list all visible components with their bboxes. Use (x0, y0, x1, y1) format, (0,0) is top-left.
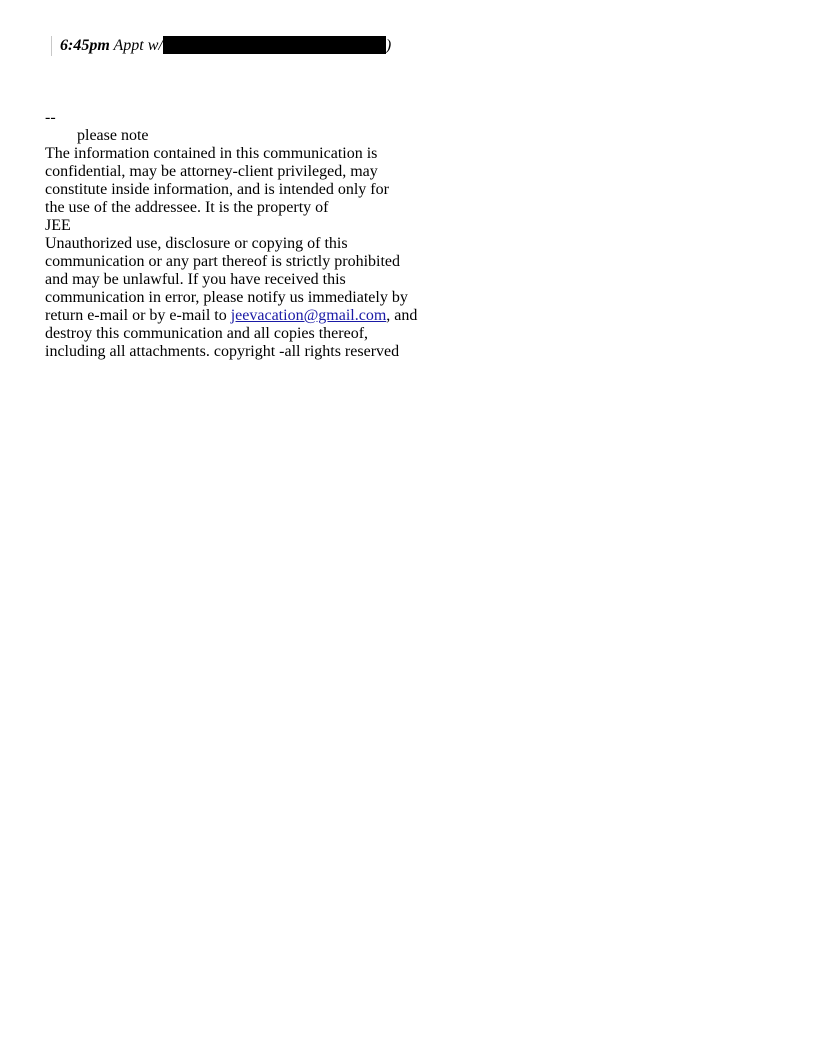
email-line-suffix: , and (386, 307, 418, 324)
appointment-label: Appt w/ (113, 37, 163, 54)
appointment-time: 6:45pm (60, 37, 110, 54)
disclaimer-line: the use of the addressee. It is the property of (45, 199, 329, 216)
confidentiality-footer (45, 109, 445, 361)
please-note-label: please note (77, 127, 149, 144)
disclaimer-email-line (45, 307, 445, 325)
disclaimer-line: confidential, may be attorney-client privileged, may (45, 163, 378, 180)
email-line-prefix: return e-mail or by e-mail to (45, 307, 231, 324)
signature-separator: -- (45, 109, 56, 126)
disclaimer-line: and may be unlawful. If you have received this (45, 271, 346, 288)
disclaimer-line: The information contained in this communication is (45, 145, 378, 162)
appointment-closing-paren: ) (385, 37, 392, 54)
disclaimer-line: constitute inside information, and is intended only for (45, 181, 389, 198)
disclaimer-line: JEE (45, 217, 71, 234)
appointment-line (51, 36, 391, 56)
disclaimer-line: communication in error, please notify us immediately by (45, 289, 408, 306)
email-link[interactable]: jeevacation@gmail.com (230, 307, 387, 324)
redaction-block (163, 36, 386, 54)
disclaimer-line: Unauthorized use, disclosure or copying of this (45, 235, 348, 252)
disclaimer-line: communication or any part thereof is strictly prohibited (45, 253, 401, 270)
disclaimer-line: including all attachments. copyright -all rights reserved (45, 343, 400, 360)
disclaimer-line: destroy this communication and all copies thereof, (45, 325, 369, 342)
